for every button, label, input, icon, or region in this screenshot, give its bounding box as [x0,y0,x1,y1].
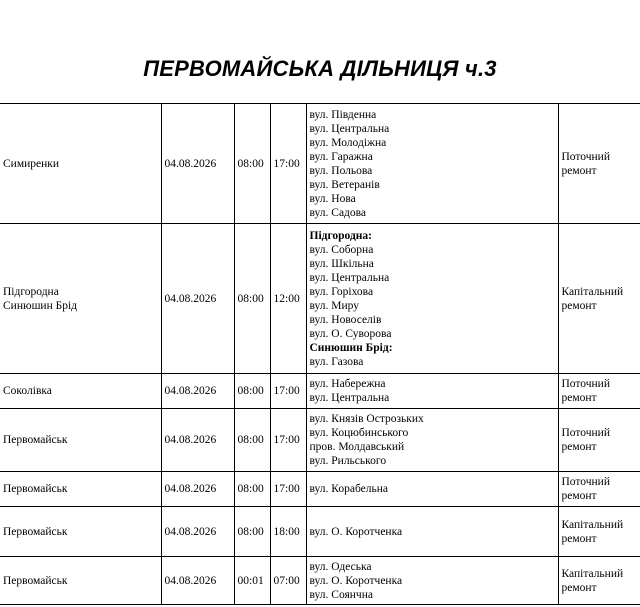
village-heading: Підгородна: [309,229,372,242]
table-row [0,409,640,472]
street-item: вул. Корабельна [309,483,389,495]
work-type-cell: Поточний ремонт [558,374,640,409]
streets-cell [306,374,558,409]
date-cell: 04.08.2026 [161,224,234,374]
start-time-cell: 08:00 [234,224,270,374]
start-time-cell: 08:00 [234,507,270,557]
locality-cell: Первомайськ [0,409,161,472]
street-item: вул. Новоселів [309,313,382,326]
locality-cell [0,224,161,374]
street-item: вул. Центральна [309,122,390,135]
table-row [0,557,640,605]
end-time-cell: 17:00 [270,409,306,472]
street-item: вул. Ветеранів [309,178,380,191]
start-time-cell: 08:00 [234,374,270,409]
end-time-cell: 17:00 [270,472,306,507]
work-type-cell: Капітальний ремонт [558,507,640,557]
locality-line: Синюшин Брід [3,299,78,312]
street-item: вул. Князів Острозьких [309,413,424,425]
street-item: вул. Миру [309,299,359,312]
end-time-cell: 12:00 [270,224,306,374]
end-time-cell: 18:00 [270,507,306,557]
street-item: вул. Горіхова [309,285,374,298]
table-row [0,374,640,409]
end-time-cell: 17:00 [270,374,306,409]
street-item: вул. Коцюбинського [309,427,409,439]
locality-cell: Соколівка [0,374,161,409]
street-item: пров. Молдавський [309,441,405,453]
street-item: вул. Гаражна [309,150,373,163]
start-time-cell: 08:00 [234,104,270,224]
date-cell: 04.08.2026 [161,409,234,472]
street-item: вул. Садова [309,206,367,219]
locality-cell: Первомайськ [0,472,161,507]
date-cell: 04.08.2026 [161,557,234,605]
work-type-cell: Поточний ремонт [558,409,640,472]
table-row [0,224,640,374]
end-time-cell: 07:00 [270,557,306,605]
work-type-cell: Поточний ремонт [558,472,640,507]
streets-cell [306,472,558,507]
street-item: вул. Південна [309,108,377,121]
street-item: вул. Польова [309,164,373,177]
street-item: вул. Молодіжна [309,136,387,149]
street-item: вул. О. Коротченка [309,525,403,538]
start-time-cell: 00:01 [234,557,270,605]
start-time-cell: 08:00 [234,472,270,507]
street-item: вул. Набережна [309,378,386,390]
table-row [0,507,640,557]
street-item: вул. Рильського [309,455,387,467]
streets-cell [306,557,558,605]
locality-cell: Первомайськ [0,507,161,557]
start-time-cell: 08:00 [234,409,270,472]
street-item: вул. Центральна [309,392,390,404]
date-cell: 04.08.2026 [161,374,234,409]
street-item: вул. О. Суворова [309,327,392,340]
locality-line: Підгородна [3,285,59,298]
streets-cell [306,507,558,557]
table-row [0,104,640,224]
end-time-cell: 17:00 [270,104,306,224]
date-cell: 04.08.2026 [161,104,234,224]
locality-cell: Первомайськ [0,557,161,605]
work-type-cell: Капітальний ремонт [558,224,640,374]
locality-cell: Симиренки [0,104,161,224]
street-item: вул. О. Коротченка [309,574,403,587]
street-item: вул. Центральна [309,271,390,284]
village-heading: Синюшин Брід: [309,341,393,354]
streets-cell [306,104,558,224]
page-title: ПЕРВОМАЙСЬКА ДІЛЬНИЦЯ ч.3 [143,56,497,81]
street-item: вул. Нова [309,192,356,205]
street-item: вул. Соборна [309,243,374,256]
date-cell: 04.08.2026 [161,472,234,507]
table-row [0,472,640,507]
date-cell: 04.08.2026 [161,507,234,557]
street-item: вул. Газова [309,355,364,368]
work-type-cell: Поточний ремонт [558,104,640,224]
street-item: вул. Одеська [309,560,372,573]
streets-cell [306,224,558,374]
street-item: вул. Шкільна [309,257,374,270]
outage-schedule-table [0,103,640,605]
street-item: вул. Соянчна [309,588,373,601]
work-type-cell: Капітальний ремонт [558,557,640,605]
streets-cell [306,409,558,472]
